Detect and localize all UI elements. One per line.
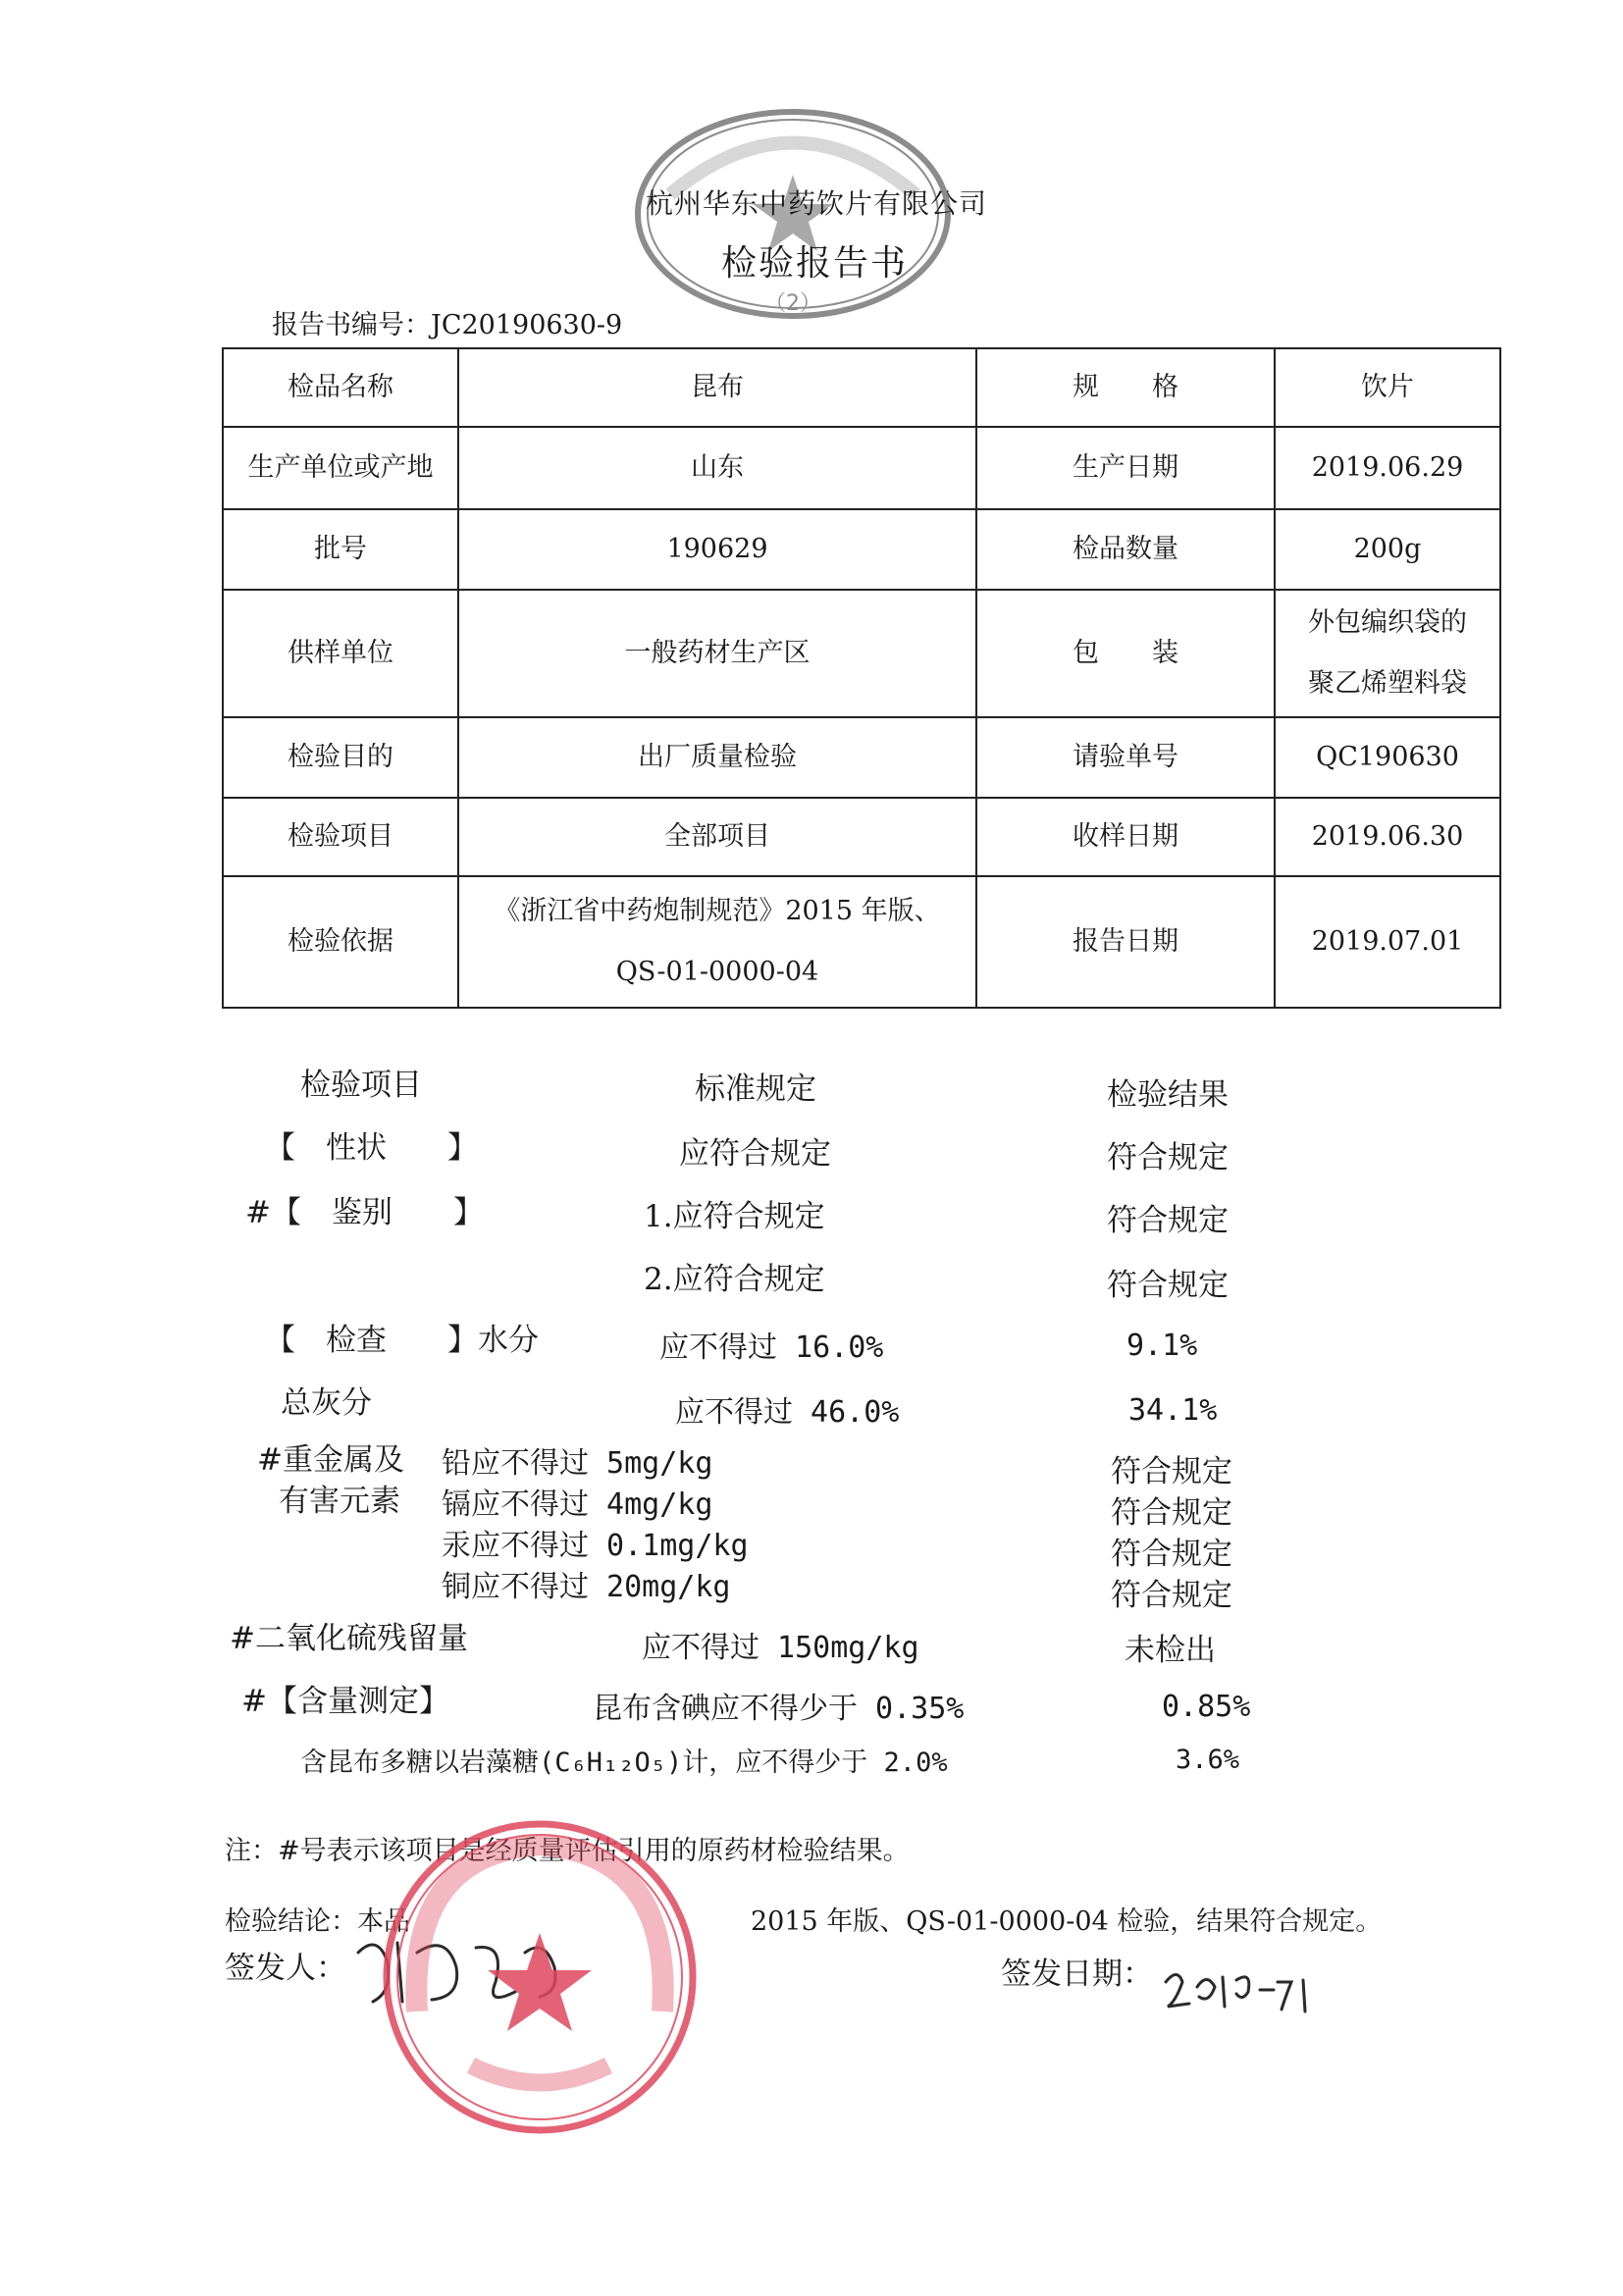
table-row [223,348,1500,427]
basis-label: 检验依据 [223,876,458,1008]
ash-label: 总灰分 [281,1385,372,1421]
footnote: 注：#号表示该项目是经质量评估引用的原药材检验结果。 [225,1836,910,1866]
conclusion-text: 2015 年版、QS-01-0000-04 检验，结果符合规定。 [751,1906,1383,1937]
results-header-item: 检验项目 [300,1068,422,1103]
jianbie-standard-1: 1.应符合规定 [644,1199,825,1234]
jianbie-result-1: 符合规定 [1107,1203,1229,1238]
polysaccharide-standard: 含昆布多糖以岩藻糖(C₆H₁₂O₅)计，应不得少于 2.0% [300,1748,948,1778]
water-result: 9.1% [1126,1329,1198,1363]
supplier-value: 一般药材生产区 [458,590,976,717]
origin-value: 山东 [458,427,976,509]
spec-label: 规 格 [976,348,1275,427]
signer-label: 签发人： [225,1951,346,1986]
req-no-label: 请验单号 [976,717,1275,798]
req-no-value: QC190630 [1275,717,1500,798]
cd-standard: 镉应不得过 4mg/kg [442,1487,713,1522]
results-header-result: 检验结果 [1107,1077,1229,1113]
ash-standard: 应不得过 46.0% [675,1395,900,1430]
table-row [223,798,1500,876]
jiancha-label: 【 检查 】水分 [265,1323,539,1358]
info-table [222,347,1501,1009]
hg-result: 符合规定 [1111,1537,1232,1572]
xingzhuang-result: 符合规定 [1107,1140,1229,1175]
origin-label: 生产单位或产地 [223,427,458,509]
report-date-value: 2019.07.01 [1275,876,1500,1008]
pb-result: 符合规定 [1111,1454,1232,1489]
basis-value [458,876,976,1008]
recv-date-label: 收样日期 [976,798,1275,876]
table-row [223,717,1500,798]
prod-date-value: 2019.06.29 [1275,427,1500,509]
batch-value: 190629 [458,509,976,590]
ash-result: 34.1% [1128,1393,1218,1428]
heavy-metal-label-1: #重金属及 [257,1442,404,1478]
items-label: 检验项目 [223,798,458,876]
qty-label: 检品数量 [976,509,1275,590]
cu-standard: 铜应不得过 20mg/kg [442,1570,731,1604]
table-row [223,590,1500,717]
qty-value: 200g [1275,509,1500,590]
supplier-label: 供样单位 [223,590,458,717]
conclusion-label: 检验结论：本品 [225,1906,410,1937]
cd-result: 符合规定 [1111,1495,1232,1531]
spec-value: 饮片 [1275,348,1500,427]
items-value: 全部项目 [458,798,976,876]
seal-number: （2） [764,291,821,316]
report-number: 报告书编号：JC20190630-9 [272,310,623,340]
pb-standard: 铅应不得过 5mg/kg [442,1446,713,1481]
heavy-metal-label-2: 有害元素 [279,1484,400,1519]
pack-line-2: 聚乙烯塑料袋 [1308,668,1467,699]
seal-star-icon [488,1933,592,2031]
report-title: 检验报告书 [721,243,909,284]
product-name-label: 检品名称 [223,348,458,427]
iodine-standard: 昆布含碘应不得少于 0.35% [593,1692,965,1726]
iodine-result: 0.85% [1162,1690,1251,1724]
company-name: 杭州华东中药饮片有限公司 [646,187,988,220]
so2-label: #二氧化硫残留量 [230,1621,468,1656]
pack-label: 包 装 [976,590,1275,717]
table-row [223,876,1500,1008]
xingzhuang-standard: 应符合规定 [679,1136,831,1172]
quality-seal [378,1815,702,2139]
issue-date-handwritten [1158,1953,1325,2021]
jianbie-standard-2: 2.应符合规定 [644,1262,825,1297]
purpose-label: 检验目的 [223,717,458,798]
water-standard: 应不得过 16.0% [659,1331,884,1365]
table-row [223,509,1500,590]
results-header-standard: 标准规定 [695,1071,816,1107]
hg-standard: 汞应不得过 0.1mg/kg [442,1529,749,1563]
jianbie-result-2: 符合规定 [1107,1268,1229,1303]
assay-label: #【含量测定】 [241,1684,449,1719]
pack-line-1: 外包编织袋的 [1308,607,1467,638]
basis-line-1: 《浙江省中药炮制规范》2015 年版、 [494,896,941,926]
batch-label: 批号 [223,509,458,590]
so2-standard: 应不得过 150mg/kg [642,1631,919,1665]
prod-date-label: 生产日期 [976,427,1275,509]
jianbie-label: #【 鉴别 】 [245,1195,484,1230]
recv-date-value: 2019.06.30 [1275,798,1500,876]
cu-result: 符合规定 [1111,1578,1232,1613]
purpose-value: 出厂质量检验 [458,717,976,798]
xingzhuang-label: 【 性状 】 [265,1130,478,1166]
issue-date-label: 签发日期： [1001,1957,1153,1992]
polysaccharide-result: 3.6% [1176,1745,1240,1775]
report-date-label: 报告日期 [976,876,1275,1008]
pack-value [1275,590,1500,717]
so2-result: 未检出 [1125,1633,1216,1668]
table-row [223,427,1500,509]
basis-line-2: QS-01-0000-04 [615,957,819,987]
product-name-value: 昆布 [458,348,976,427]
